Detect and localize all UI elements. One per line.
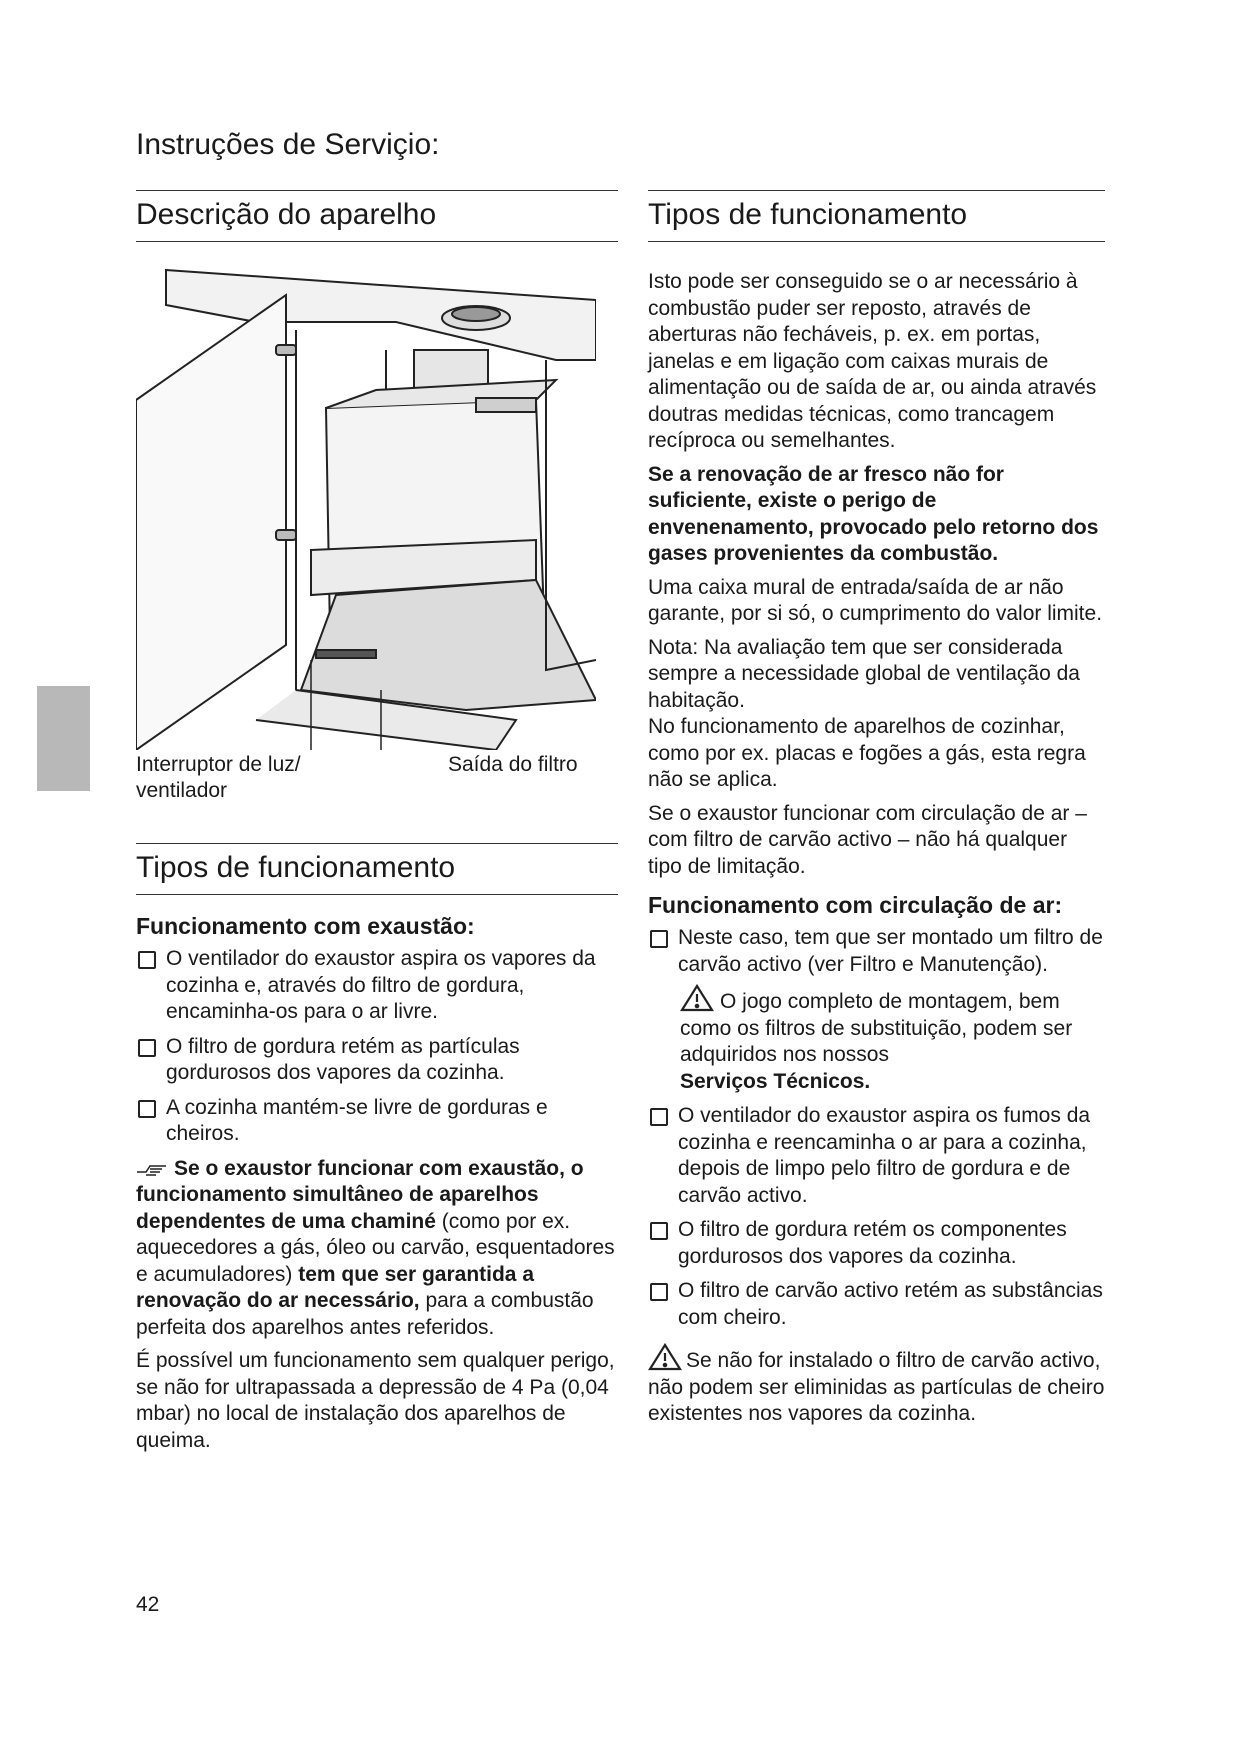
- section-header-modes-right: [648, 190, 1105, 242]
- checkbox-icon: [650, 1222, 668, 1240]
- subheading-recirculation: Funcionamento com circulação de ar:: [648, 892, 1063, 918]
- figure-label-switch: [136, 752, 301, 804]
- section-title-modes-right: Tipos de funcionamento: [648, 198, 968, 231]
- list-item-text: O filtro de gordura retém as partículas gordurosos dos vapores da cozinha.: [166, 1034, 520, 1084]
- checkbox-icon: [138, 1039, 156, 1057]
- note-bold-2: tem que ser garantida a renovação do ar necessário,: [136, 1262, 534, 1312]
- checkbox-icon: [138, 951, 156, 969]
- side-tab-marker: [37, 686, 90, 791]
- note-bold-1: Se o exaustor funcionar com exaustão, o funcionamento simultâneo de aparelhos dependentes de uma chaminé: [136, 1156, 584, 1233]
- list-item-text: O filtro de carvão activo retém as substâncias com cheiro.: [678, 1279, 1103, 1329]
- section-title-modes-left: Tipos de funcionamento: [136, 851, 456, 884]
- cabinet-door: [136, 295, 286, 750]
- list-item: [648, 1278, 1105, 1331]
- left-column-text: [136, 913, 618, 1461]
- warning-paragraph: [648, 1343, 1105, 1428]
- subheading-exhaust: Funcionamento com exaustão:: [136, 913, 475, 939]
- list-item: [648, 925, 1105, 978]
- paragraph-note: Nota: Na avaliação tem que ser considerada sempre a necessidade global de ventilação da habitação.: [648, 635, 1080, 712]
- paragraph-recirculation: Se o exaustor funcionar com circulação de ar – com filtro de carvão activo – não há qualquer tipo de limitação.: [648, 801, 1087, 878]
- pointing-hand-icon: [136, 1160, 170, 1178]
- warning-text-bold: Serviços Técnicos.: [680, 1069, 871, 1093]
- checkbox-icon: [138, 1100, 156, 1118]
- figure-label-switch-line2: ventilador: [136, 779, 228, 802]
- list-item-text: O filtro de gordura retém os componentes gordurosos dos vapores da cozinha.: [678, 1218, 1067, 1268]
- figure-label-filter: Saída do filtro: [448, 753, 578, 776]
- paragraph-wall-box: Uma caixa mural de entrada/saída de ar não garante, por si só, o cumprimento do valor limite.: [648, 575, 1103, 625]
- section-header-modes-left: [136, 843, 618, 895]
- list-item-text: A cozinha mantém-se livre de gorduras e cheiros.: [166, 1095, 548, 1145]
- page-number: 42: [136, 1593, 160, 1616]
- list-item-text: O ventilador do exaustor aspira os fumos da cozinha e reencaminha o ar para a cozinha, depois de limpo pelo filtro de gordura e de carvão activo.: [678, 1104, 1091, 1207]
- list-item-text: Neste caso, tem que ser montado um filtro de carvão activo (ver Filtro e Manutenção).: [678, 926, 1103, 976]
- list-item: [648, 1217, 1105, 1270]
- right-column-text: [648, 269, 1105, 1435]
- appliance-illustration: [136, 250, 596, 750]
- warning-paragraph-text: Se não for instalado o filtro de carvão activo, não podem ser eliminidas as partículas de cheiro existentes nos vapores da cozinha.: [648, 1349, 1105, 1425]
- note-normal-1: (como por ex. aquecedores a gás, óleo ou carvão, esquentadores e acumuladores): [136, 1209, 615, 1286]
- grease-filter-tray: [301, 580, 596, 710]
- paragraph-cooking: No funcionamento de aparelhos de cozinhar, como por ex. placas e fogões a gás, esta regra não se aplica.: [648, 715, 1086, 791]
- note-normal-2: para a combustão perfeita dos aparelhos antes referidos.: [136, 1289, 594, 1339]
- checkbox-icon: [650, 930, 668, 948]
- list-item: [136, 1034, 618, 1087]
- list-item: [648, 1103, 1105, 1209]
- note-paragraph: [136, 1156, 618, 1342]
- section-title-description: Descrição do aparelho: [136, 198, 437, 231]
- warning-text: O jogo completo de montagem, bem como os filtros de substituição, podem ser adquiridos nos nossos: [680, 990, 1073, 1066]
- figure-label-switch-line1: Interruptor de luz/: [136, 753, 301, 776]
- warning-block-kit: [648, 986, 1105, 1095]
- checkbox-icon: [650, 1108, 668, 1126]
- section-header-description: [136, 190, 618, 242]
- paragraph-depression: É possível um funcionamento sem qualquer perigo, se não for ultrapassada a depressão de 4 Pa (0,04 mbar) no local de instalação dos aparelhos de queima.: [136, 1349, 615, 1452]
- warning-icon: [680, 984, 714, 1012]
- list-item: [136, 946, 618, 1026]
- checkbox-icon: [650, 1283, 668, 1301]
- list-item: [136, 1095, 618, 1148]
- warning-icon: [648, 1343, 682, 1371]
- page-title: Instruções de Serviçio:: [136, 128, 440, 161]
- paragraph-air-supply: Isto pode ser conseguido se o ar necessário à combustão puder ser reposto, através de aberturas não fecháveis, p. ex. em portas, janelas e em ligação com caixas murais de alimentação ou de saída de ar, ou ainda através doutras medidas técnicas, como trancagem recíproca ou semelhantes.: [648, 270, 1097, 452]
- paragraph-danger: Se a renovação de ar fresco não for suficiente, existe o perigo de envenenamento, provocado pelo retorno dos gases provenientes da combustão.: [648, 462, 1099, 565]
- list-item-text: O ventilador do exaustor aspira os vapores da cozinha e, através do filtro de gordura, encaminha-os para o ar livre.: [166, 947, 596, 1023]
